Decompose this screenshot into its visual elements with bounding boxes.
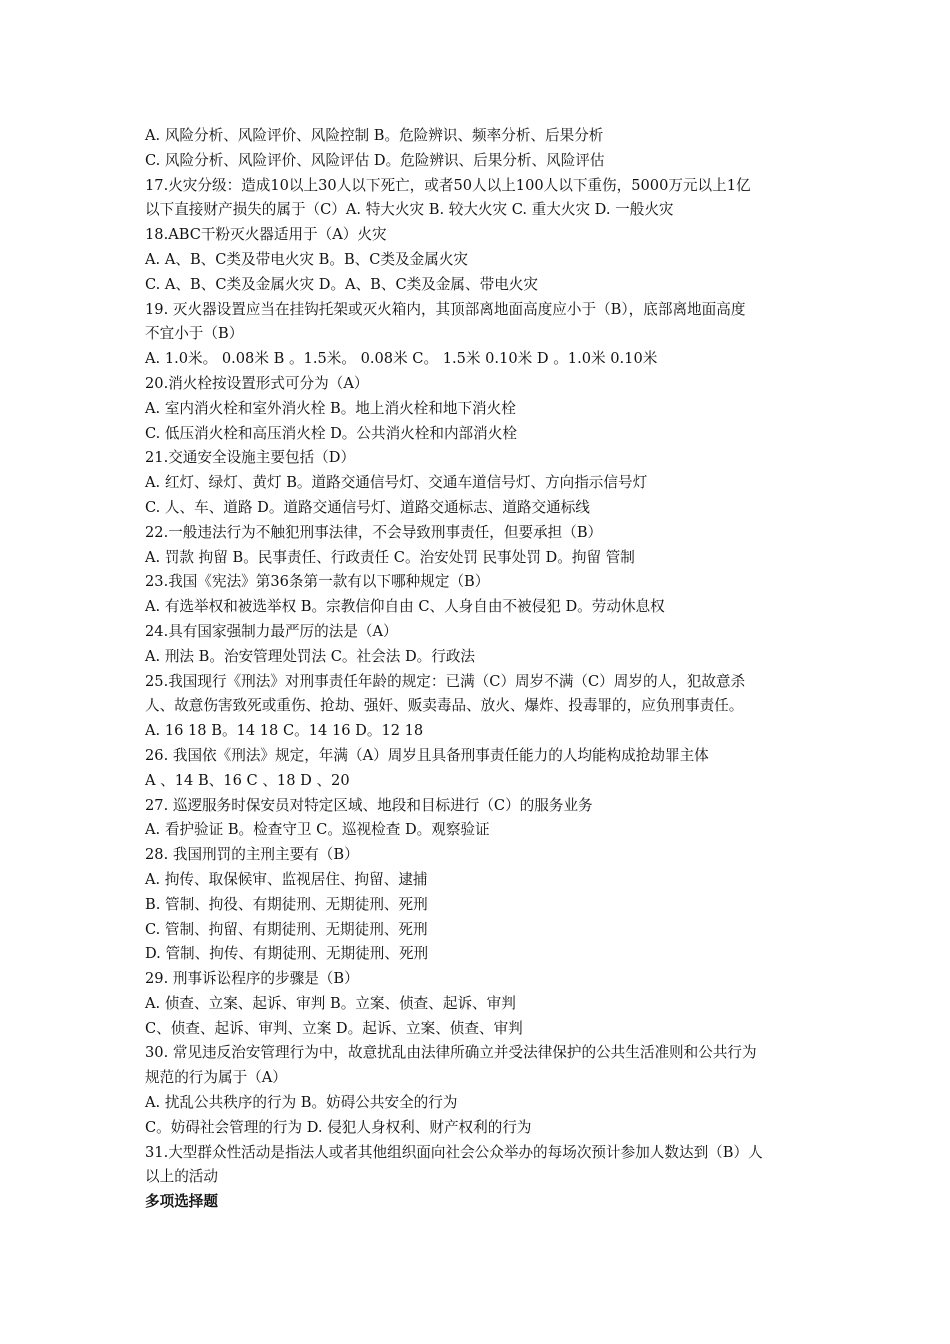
question-list bbox=[145, 124, 855, 1190]
text-line: 25.我国现行《刑法》对刑事责任年龄的规定：已满（C）周岁不满（C）周岁的人，犯故意杀 bbox=[145, 672, 746, 690]
text-line: C. 人、车、道路 D。道路交通信号灯、道路交通标志、道路交通标线 bbox=[145, 498, 590, 516]
text-line: 21.交通安全设施主要包括（D） bbox=[145, 449, 356, 467]
text-line: 17.火灾分级：造成10以上30人以下死亡，或者50人以上100人以下重伤，5000万元以上1亿 bbox=[145, 176, 751, 194]
text-line: A. 拘传、取保候审、监视居住、拘留、逮捕 bbox=[145, 870, 428, 888]
text-line: 19. 灭火器设置应当在挂钩托架或灭火箱内，其顶部离地面高度应小于（B），底部离地面高度 bbox=[145, 300, 746, 318]
text-line: A. 16 18 B。14 18 C。14 16 D。12 18 bbox=[145, 722, 424, 740]
text-line: 规范的行为属于（A） bbox=[145, 1069, 287, 1087]
text-line: 29. 刑事诉讼程序的步骤是（B） bbox=[145, 970, 359, 988]
text-line: A. 扰乱公共秩序的行为 B。妨碍公共安全的行为 bbox=[145, 1094, 458, 1112]
text-line: 30. 常见违反治安管理行为中，故意扰乱由法律所确立并受法律保护的公共生活准则和公共行为 bbox=[145, 1044, 757, 1062]
text-line: A. 红灯、绿灯、黄灯 B。道路交通信号灯、交通车道信号灯、方向指示信号灯 bbox=[145, 474, 648, 492]
text-line: 人、故意伤害致死或重伤、抢劫、强奸、贩卖毒品、放火、爆炸、投毒罪的，应负刑事责任。 bbox=[145, 697, 744, 715]
text-line: 不宜小于（B） bbox=[145, 325, 244, 343]
text-line: 28. 我国刑罚的主刑主要有（B） bbox=[145, 846, 359, 864]
text-line: 27. 巡逻服务时保安员对特定区域、地段和目标进行（C）的服务业务 bbox=[145, 796, 593, 814]
text-line: C. 风险分析、风险评价、风险评估 D。危险辨识、后果分析、风险评估 bbox=[145, 151, 605, 169]
text-line: A. 侦查、立案、起诉、审判 B。立案、侦查、起诉、审判 bbox=[145, 994, 516, 1012]
text-line: 以上的活动 bbox=[145, 1168, 218, 1186]
text-line: B. 管制、拘役、有期徒刑、无期徒刑、死刑 bbox=[145, 895, 428, 913]
text-line: 22.一般违法行为不触犯刑事法律，不会导致刑事责任，但要承担（B） bbox=[145, 523, 603, 541]
text-line: 以下直接财产损失的属于（C）A. 特大火灾 B. 较大火灾 C. 重大火灾 D. 一般火灾 bbox=[145, 201, 674, 219]
text-line: D. 管制、拘传、有期徒刑、无期徒刑、死刑 bbox=[145, 945, 429, 963]
text-line: A. 刑法 B。治安管理处罚法 C。社会法 D。行政法 bbox=[145, 647, 476, 665]
text-line: A. 罚款 拘留 B。民事责任、行政责任 C。治安处罚 民事处罚 D。拘留 管制 bbox=[145, 548, 635, 566]
text-line: A. 1.0米。 0.08米 B 。1.5米。 0.08米 C。 1.5米 0.10米 D 。1.0米 0.10米 bbox=[145, 350, 658, 368]
text-line: A. A、B、C类及带电火灾 B。B、C类及金属火灾 bbox=[145, 250, 469, 268]
text-line: 26. 我国依《刑法》规定，年满（A）周岁且具备刑事责任能力的人均能构成抢劫罪主体 bbox=[145, 746, 709, 764]
section-heading: 多项选择题 bbox=[145, 1193, 218, 1211]
document-page bbox=[145, 124, 855, 1215]
text-line: C. A、B、C类及金属火灾 D。A、B、C类及金属、带电火灾 bbox=[145, 275, 538, 293]
text-line: A. 风险分析、风险评价、风险控制 B。危险辨识、频率分析、后果分析 bbox=[145, 127, 604, 144]
text-line: 23.我国《宪法》第36条第一款有以下哪种规定（B） bbox=[145, 573, 490, 591]
text-line: A. 室内消火栓和室外消火栓 B。地上消火栓和地下消火栓 bbox=[145, 399, 516, 417]
text-line: A. 看护验证 B。检查守卫 C。巡视检查 D。观察验证 bbox=[145, 821, 490, 839]
text-line: A. 有选举权和被选举权 B。宗教信仰自由 C、人身自由不被侵犯 D。劳动休息权 bbox=[145, 598, 665, 616]
text-line: 24.具有国家强制力最严厉的法是（A） bbox=[145, 622, 398, 640]
text-line: C。妨碍社会管理的行为 D. 侵犯人身权利、财产权利的行为 bbox=[145, 1118, 532, 1136]
text-line: A 、14 B、16 C 、18 D 、20 bbox=[145, 771, 350, 789]
text-line: C. 低压消火栓和高压消火栓 D。公共消火栓和内部消火栓 bbox=[145, 424, 517, 442]
text-line: 20.消火栓按设置形式可分为（A） bbox=[145, 374, 369, 392]
text-line: C、侦查、起诉、审判、立案 D。起诉、立案、侦查、审判 bbox=[145, 1019, 523, 1037]
text-line: 18.ABC干粉灭火器适用于（A）火灾 bbox=[145, 226, 387, 244]
text-line: C. 管制、拘留、有期徒刑、无期徒刑、死刑 bbox=[145, 920, 428, 938]
text-line: 31.大型群众性活动是指法人或者其他组织面向社会公众举办的每场次预计参加人数达到（B）人 bbox=[145, 1143, 763, 1161]
